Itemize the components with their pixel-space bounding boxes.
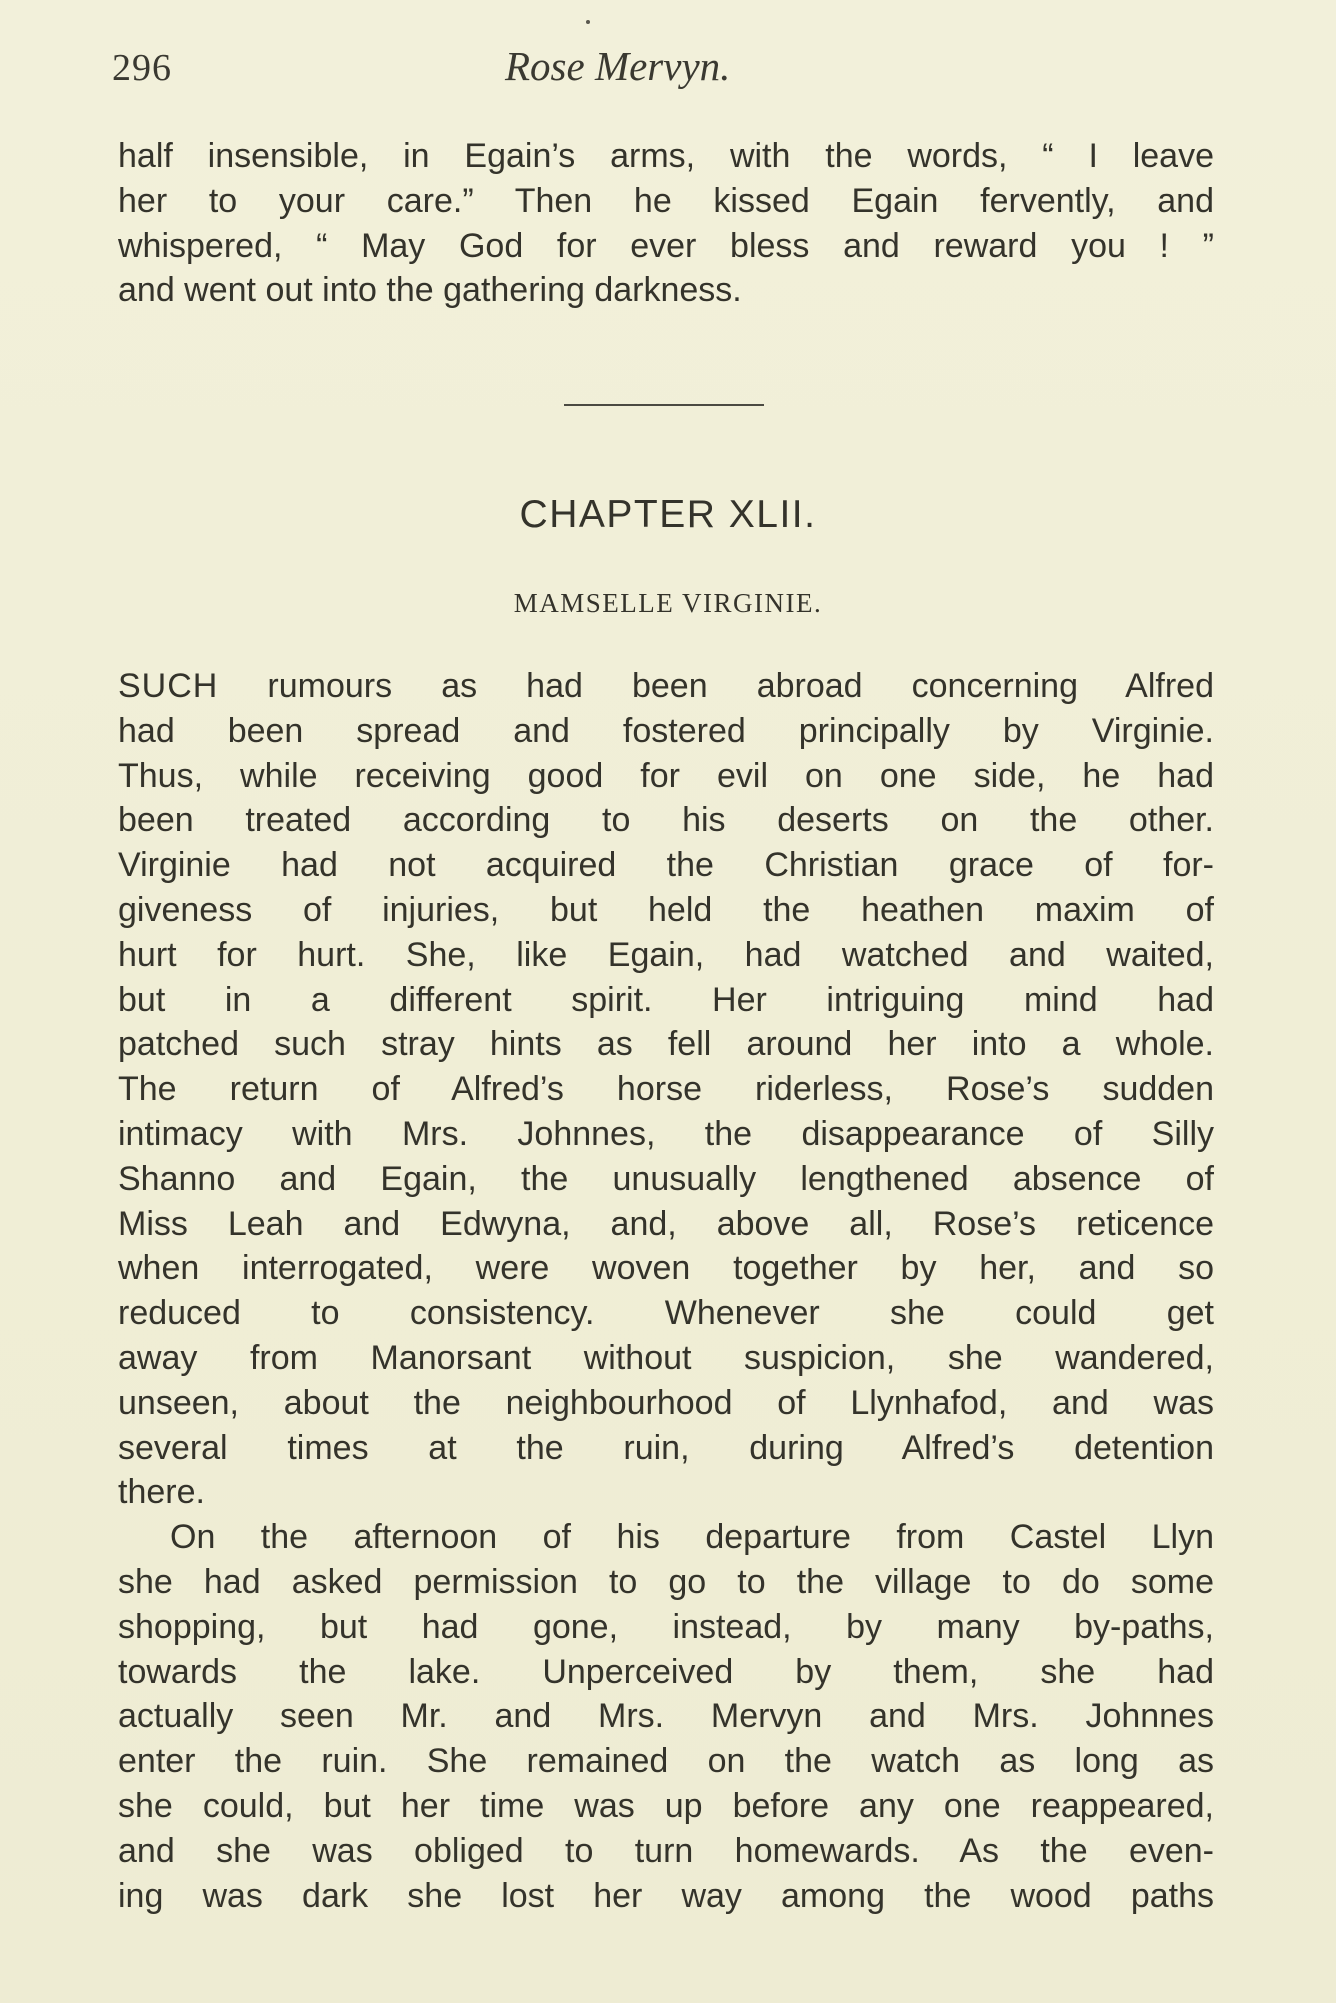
running-title: Rose Mervyn. [505, 43, 731, 89]
text-line: On the afternoon of his departure from Castel Llyn [170, 1518, 1214, 1557]
section-divider [564, 404, 764, 406]
text-line: half insensible, in Egain’s arms, with the words, “ I leave [118, 137, 1214, 175]
text-line: Shanno and Egain, the unusually lengthened absence of [118, 1159, 1214, 1198]
continuation-paragraph [118, 134, 1214, 313]
text-line: whispered, “ May God for ever bless and reward you ! ” [118, 226, 1214, 265]
text-line: Miss Leah and Edwyna, and, above all, Rose’s reticence [118, 1204, 1214, 1243]
text-line: ing was dark she lost her way among the wood paths [118, 1876, 1214, 1915]
text-line: shopping, but had gone, instead, by many by-paths, [118, 1607, 1214, 1646]
text-line: away from Manorsant without suspicion, she wandered, [118, 1338, 1214, 1377]
text-line: several times at the ruin, during Alfred’s detention [118, 1428, 1214, 1467]
text-line: enter the ruin. She remained on the watch as long as [118, 1742, 1214, 1781]
printer-dot [586, 20, 590, 24]
text-line: she had asked permission to go to the village to do some [118, 1562, 1214, 1601]
text-line: Virginie had not acquired the Christian grace of for- [118, 846, 1214, 885]
text-line: unseen, about the neighbourhood of Llynhafod, and was [118, 1383, 1214, 1422]
text-line: she could, but her time was up before any one reappeared, [118, 1786, 1214, 1825]
first-line-rest: rumours as had been abroad concerning Alfred [218, 667, 1214, 705]
text-line: been treated according to his deserts on the other. [118, 801, 1214, 840]
text-line: and went out into the gathering darkness. [118, 271, 742, 310]
text-line: hurt for hurt. She, like Egain, had watched and waited, [118, 935, 1214, 974]
text-line: The return of Alfred’s horse riderless, Rose’s sudden [118, 1070, 1214, 1109]
text-line: actually seen Mr. and Mrs. Mervyn and Mrs. Johnnes [118, 1697, 1214, 1736]
text-line: there. [118, 1473, 205, 1512]
text-line: Thus, while receiving good for evil on one side, he had [118, 756, 1214, 795]
text-line: intimacy with Mrs. Johnnes, the disappearance of Silly [118, 1114, 1214, 1153]
text-line: towards the lake. Unperceived by them, she had [118, 1652, 1214, 1691]
chapter-body [118, 664, 1214, 1918]
text-line: reduced to consistency. Whenever she could get [118, 1294, 1214, 1333]
text-line: but in a different spirit. Her intriguing mind had [118, 980, 1214, 1019]
chapter-subtitle: MAMSELLE VIRGINIE. [513, 588, 823, 618]
first-text-line [118, 664, 1214, 709]
lead-word: SUCH [118, 667, 219, 705]
text-line: had been spread and fostered principally by Virginie. [118, 711, 1214, 750]
text-line: and she was obliged to turn homewards. As the even- [118, 1831, 1214, 1870]
text-line: her to your care.” Then he kissed Egain fervently, and [118, 181, 1214, 220]
page-number: 296 [112, 47, 172, 89]
chapter-title: CHAPTER XLII. [519, 493, 817, 536]
text-line: giveness of injuries, but held the heathen maxim of [118, 890, 1214, 929]
text-line: patched such stray hints as fell around her into a whole. [118, 1025, 1214, 1064]
text-line: when interrogated, were woven together by her, and so [118, 1249, 1214, 1288]
